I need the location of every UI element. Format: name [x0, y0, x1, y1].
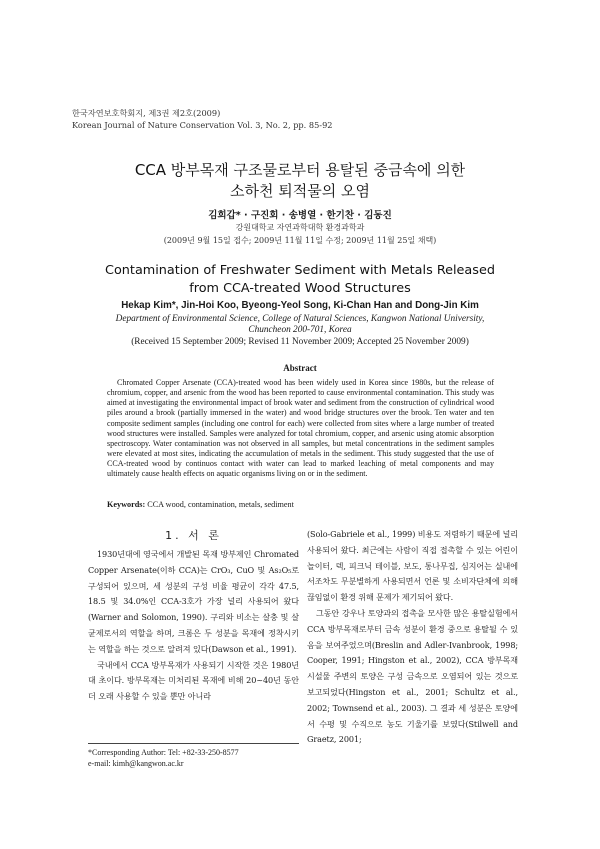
journal-line-english: Korean Journal of Nature Conservation Vol. 3, No. 2, pp. 85-92 — [72, 119, 333, 130]
korean-title-line1: CCA 방부목재 구조물로부터 용탈된 중금속에 의한 — [134, 161, 466, 179]
keywords-label: Keywords: — [107, 500, 146, 509]
korean-dates: (2009년 9월 15일 접수; 2009년 11월 11일 수정; 2009년 11월 25일 채택) — [163, 236, 437, 245]
footnote-corresponding-author: *Corresponding Author: Tel: +82-33-250-8577 — [88, 748, 239, 757]
journal-header — [72, 108, 332, 131]
abstract-text: Chromated Copper Arsenate (CCA)-treated wood has been widely used in Korea since 1980s, but the release of chromium, copper, and arsenic from the wood has been reported to cause environmental contamination. This study was aimed at investigating the environmental impact of brook water and sediment from the construction of cylindrical wood piles around a brook (partially immersed in the water) and wood bridge structures over the brook. Ten water and ten composite sediment samples (including one control for each) were collected from sites where a large number of treated wood structures were installed. Samples were analyzed for total chromium, copper, and arsenic using atomic absorption spectroscopy. Water contamination was not observed in all samples, but metal concentrations in the sediment samples were elevated at most sites, indicating the accumulation of metals in the sediment. This study suggested that the use of CCA-treated wood by continuos contact with water can lead to marked leaching of metal components and may ultimately cause health effects on aquatic organisms living on or in the sediment. — [107, 378, 494, 479]
english-title-line2: from CCA-treated Wood Structures — [189, 280, 411, 296]
right-paragraph-2: 그동안 강우나 토양과의 접촉을 모사한 많은 용탈실험에서 CCA 방부목재로부터 금속 성분이 환경 중으로 용탈될 수 있음을 보여주었으며(Breslin and Adler-Ivanbrook, 1998; Cooper, 1991; Hingston et al., 2002), CCA 방부목재 시설물 주변의 토양은 구성 금속으로 오염되어 있는 것으로 보고되었다(Hingston et al., 2001; Schultz et al., 2002; Townsend et al., 2003). 그 결과 세 성분은 토양에서 수평 및 수직으로 농도 기울기를 보였다(Stilwell and Graetz, 2001; — [307, 607, 518, 745]
keywords — [107, 500, 494, 509]
intro-paragraph-2: 국내에서 CCA 방부목재가 사용되기 시작한 것은 1980년대 초이다. 방부목재는 미처리된 목재에 비해 20~40년 동안 더 오래 사용할 수 있을 뿐만 아니라 — [88, 659, 299, 702]
footnote-divider — [88, 743, 299, 744]
keywords-text: CCA wood, contamination, metals, sediment — [145, 500, 294, 509]
english-affiliation-line1: Department of Environmental Science, College of Natural Sciences, Kangwon National University, — [115, 314, 485, 324]
right-column — [307, 527, 518, 748]
english-authors: Hekap Kim*, Jin-Hoi Koo, Byeong-Yeol Song, Ki-Chan Han and Dong-Jin Kim — [121, 300, 479, 311]
korean-authors: 김희갑* · 구진회 · 송병열 · 한기찬 · 김동진 — [208, 210, 392, 221]
intro-paragraph-1: 1930년대에 영국에서 개발된 목재 방부제인 Chromated Copper Arsenate(이하 CCA)는 CrO₃, CuO 및 As₂O₅로 구성되어 있으며, 세 성분의 구성 비율 평균이 각각 47.5, 18.5 및 34.0%인 CCA-3호가 가장 널리 사용되어 왔다(Warner and Solomon, 1990). 구리와 비소는 살충 및 살균제로서의 역할을 하며, 크롬은 두 성분을 목재에 정착시키는 역할을 하는 것으로 알려져 있다(Dawson et al., 1991). — [88, 549, 299, 654]
korean-title — [60, 160, 540, 202]
footnote-email: e-mail: kimh@kangwon.ac.kr — [88, 759, 184, 768]
english-title — [60, 262, 540, 297]
english-affiliation-line2: Chuncheon 200-701, Korea — [248, 325, 352, 335]
footnote — [88, 747, 308, 769]
left-column — [88, 547, 299, 705]
journal-line-korean: 한국자연보호학회지, 제3권 제2호(2009) — [72, 108, 221, 118]
english-dates: (Received 15 September 2009; Revised 11 November 2009; Accepted 25 November 2009) — [131, 337, 469, 347]
korean-affiliation: 강원대학교 자연과학대학 환경과학과 — [235, 223, 365, 232]
english-affiliation — [95, 314, 505, 336]
abstract-heading: Abstract — [283, 363, 317, 373]
section-heading-introduction: 1. 서 론 — [165, 529, 222, 542]
korean-title-line2: 소하천 퇴적물의 오염 — [230, 182, 370, 200]
right-paragraph-1: (Solo-Gabriele et al., 1999) 비용도 저렴하기 때문에 널리 사용되어 왔다. 최근에는 사람이 직접 접촉할 수 있는 어린이 놀이터, 덱, 피크닉 테이블, 보도, 통나무집, 심지어는 실내에서조차도 무분별하게 사용되면서 언론 및 소비자단체에 의해 끊임없이 환경 위해 문제가 제기되어 왔다. — [307, 529, 518, 603]
english-title-line1: Contamination of Freshwater Sediment with Metals Released — [105, 263, 495, 278]
